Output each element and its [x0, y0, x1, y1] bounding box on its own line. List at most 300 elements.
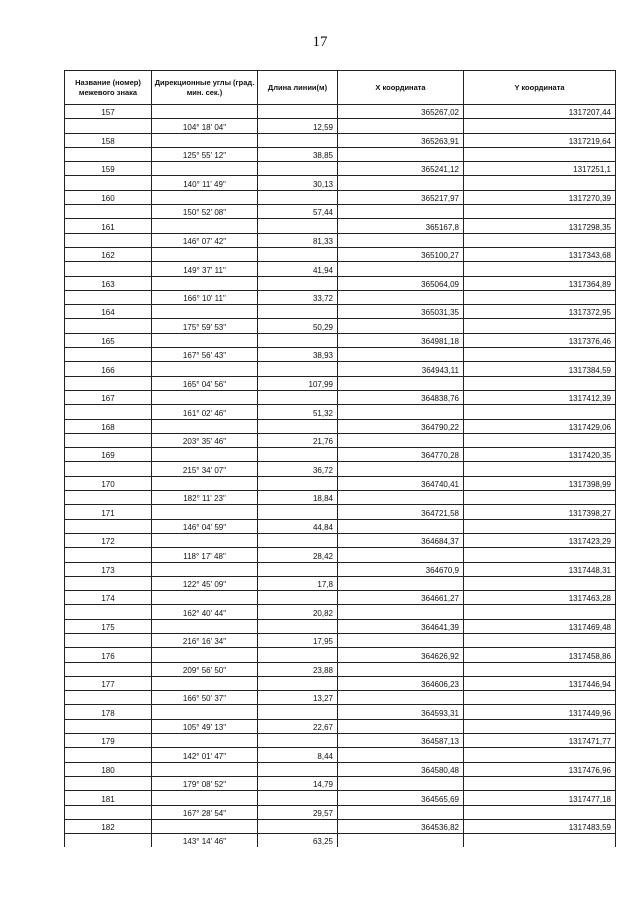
table-row-point	[65, 676, 616, 690]
y-coordinate-cell: 1317448,31	[464, 562, 616, 576]
angle-cell-empty	[152, 390, 258, 404]
y-coordinate-cell: 1317376,46	[464, 333, 616, 347]
x-cell-empty	[338, 405, 464, 419]
name-cell-empty	[65, 834, 152, 848]
table-row-point	[65, 162, 616, 176]
x-cell-empty	[338, 205, 464, 219]
y-coordinate-cell: 1317398,99	[464, 476, 616, 490]
line-length-cell: 50,29	[258, 319, 338, 333]
point-name-cell: 159	[65, 162, 152, 176]
line-length-cell: 17,95	[258, 633, 338, 647]
header-y-coordinate: Y координата	[464, 71, 616, 105]
y-cell-empty	[464, 147, 616, 161]
directional-angle-cell: 182° 11' 23"	[152, 491, 258, 505]
y-cell-empty	[464, 262, 616, 276]
table-row-point	[65, 219, 616, 233]
y-cell-empty	[464, 348, 616, 362]
y-cell-empty	[464, 576, 616, 590]
name-cell-empty	[65, 119, 152, 133]
angle-cell-empty	[152, 190, 258, 204]
directional-angle-cell: 166° 10' 11"	[152, 290, 258, 304]
y-cell-empty	[464, 290, 616, 304]
table-row-point	[65, 476, 616, 490]
table-row-point	[65, 734, 616, 748]
table-row-point	[65, 819, 616, 833]
x-coordinate-cell: 364740,41	[338, 476, 464, 490]
table-row-point	[65, 648, 616, 662]
line-length-cell: 14,79	[258, 776, 338, 790]
length-cell-empty	[258, 591, 338, 605]
directional-angle-cell: 175° 59' 53"	[152, 319, 258, 333]
y-coordinate-cell: 1317372,95	[464, 305, 616, 319]
point-name-cell: 162	[65, 247, 152, 261]
directional-angle-cell: 162° 40' 44"	[152, 605, 258, 619]
angle-cell-empty	[152, 819, 258, 833]
angle-cell-empty	[152, 276, 258, 290]
table-row-point	[65, 705, 616, 719]
y-cell-empty	[464, 319, 616, 333]
name-cell-empty	[65, 691, 152, 705]
y-coordinate-cell: 1317449,96	[464, 705, 616, 719]
point-name-cell: 172	[65, 533, 152, 547]
directional-angle-cell: 149° 37' 11"	[152, 262, 258, 276]
x-cell-empty	[338, 290, 464, 304]
directional-angle-cell: 161° 02' 46"	[152, 405, 258, 419]
table-row-point	[65, 448, 616, 462]
name-cell-empty	[65, 176, 152, 190]
table-row-point	[65, 362, 616, 376]
angle-cell-empty	[152, 419, 258, 433]
y-cell-empty	[464, 662, 616, 676]
line-length-cell: 107,99	[258, 376, 338, 390]
header-point-name: Название (номер) межевого знака	[65, 71, 152, 105]
length-cell-empty	[258, 448, 338, 462]
x-cell-empty	[338, 691, 464, 705]
length-cell-empty	[258, 505, 338, 519]
directional-angle-cell: 179° 08' 52"	[152, 776, 258, 790]
point-name-cell: 164	[65, 305, 152, 319]
line-length-cell: 8,44	[258, 748, 338, 762]
y-coordinate-cell: 1317298,35	[464, 219, 616, 233]
y-coordinate-cell: 1317219,64	[464, 133, 616, 147]
y-coordinate-cell: 1317398,27	[464, 505, 616, 519]
angle-cell-empty	[152, 305, 258, 319]
point-name-cell: 174	[65, 591, 152, 605]
table-row-point	[65, 562, 616, 576]
length-cell-empty	[258, 219, 338, 233]
table-row-segment	[65, 205, 616, 219]
angle-cell-empty	[152, 734, 258, 748]
directional-angle-cell: 146° 04' 59"	[152, 519, 258, 533]
directional-angle-cell: 203° 35' 46"	[152, 433, 258, 447]
x-coordinate-cell: 364838,76	[338, 390, 464, 404]
angle-cell-empty	[152, 705, 258, 719]
table-row-segment	[65, 491, 616, 505]
length-cell-empty	[258, 819, 338, 833]
y-cell-empty	[464, 119, 616, 133]
header-x-coordinate: X координата	[338, 71, 464, 105]
x-cell-empty	[338, 605, 464, 619]
y-coordinate-cell: 1317483,59	[464, 819, 616, 833]
y-coordinate-cell: 1317412,39	[464, 390, 616, 404]
angle-cell-empty	[152, 247, 258, 261]
y-coordinate-cell: 1317423,29	[464, 533, 616, 547]
angle-cell-empty	[152, 133, 258, 147]
directional-angle-cell: 215° 34' 07"	[152, 462, 258, 476]
x-cell-empty	[338, 319, 464, 333]
name-cell-empty	[65, 805, 152, 819]
length-cell-empty	[258, 791, 338, 805]
angle-cell-empty	[152, 362, 258, 376]
y-cell-empty	[464, 433, 616, 447]
table-row-segment	[65, 548, 616, 562]
name-cell-empty	[65, 147, 152, 161]
name-cell-empty	[65, 576, 152, 590]
directional-angle-cell: 143° 14' 46"	[152, 834, 258, 848]
length-cell-empty	[258, 133, 338, 147]
line-length-cell: 38,85	[258, 147, 338, 161]
line-length-cell: 13,27	[258, 691, 338, 705]
x-coordinate-cell: 365167,8	[338, 219, 464, 233]
y-coordinate-cell: 1317364,89	[464, 276, 616, 290]
x-cell-empty	[338, 233, 464, 247]
y-coordinate-cell: 1317476,96	[464, 762, 616, 776]
x-coordinate-cell: 365031,35	[338, 305, 464, 319]
x-coordinate-cell: 364670,9	[338, 562, 464, 576]
table-row-segment	[65, 576, 616, 590]
point-name-cell: 161	[65, 219, 152, 233]
line-length-cell: 18,84	[258, 491, 338, 505]
y-cell-empty	[464, 233, 616, 247]
point-name-cell: 179	[65, 734, 152, 748]
x-coordinate-cell: 364790,22	[338, 419, 464, 433]
x-coordinate-cell: 364593,31	[338, 705, 464, 719]
name-cell-empty	[65, 319, 152, 333]
length-cell-empty	[258, 247, 338, 261]
table-row-point	[65, 762, 616, 776]
x-coordinate-cell: 364626,92	[338, 648, 464, 662]
point-name-cell: 160	[65, 190, 152, 204]
x-cell-empty	[338, 776, 464, 790]
name-cell-empty	[65, 748, 152, 762]
angle-cell-empty	[152, 105, 258, 119]
angle-cell-empty	[152, 533, 258, 547]
table-row-point	[65, 619, 616, 633]
y-cell-empty	[464, 748, 616, 762]
y-cell-empty	[464, 719, 616, 733]
table-row-segment	[65, 262, 616, 276]
line-length-cell: 57,44	[258, 205, 338, 219]
table-row-point	[65, 333, 616, 347]
y-coordinate-cell: 1317471,77	[464, 734, 616, 748]
point-name-cell: 157	[65, 105, 152, 119]
point-name-cell: 158	[65, 133, 152, 147]
table-row-segment	[65, 319, 616, 333]
table-row-segment	[65, 662, 616, 676]
directional-angle-cell: 122° 45' 09"	[152, 576, 258, 590]
table-row-segment	[65, 405, 616, 419]
length-cell-empty	[258, 419, 338, 433]
table-row-segment	[65, 605, 616, 619]
angle-cell-empty	[152, 448, 258, 462]
length-cell-empty	[258, 305, 338, 319]
table-row-segment	[65, 290, 616, 304]
y-cell-empty	[464, 519, 616, 533]
x-cell-empty	[338, 576, 464, 590]
x-coordinate-cell: 365267,02	[338, 105, 464, 119]
table-row-point	[65, 133, 616, 147]
x-cell-empty	[338, 462, 464, 476]
y-coordinate-cell: 1317446,94	[464, 676, 616, 690]
table-row-point	[65, 276, 616, 290]
directional-angle-cell: 125° 55' 12"	[152, 147, 258, 161]
x-coordinate-cell: 364536,82	[338, 819, 464, 833]
angle-cell-empty	[152, 162, 258, 176]
name-cell-empty	[65, 233, 152, 247]
table-header-row	[65, 71, 616, 105]
y-cell-empty	[464, 776, 616, 790]
point-name-cell: 168	[65, 419, 152, 433]
table-row-segment	[65, 348, 616, 362]
table-row-point	[65, 390, 616, 404]
point-name-cell: 175	[65, 619, 152, 633]
angle-cell-empty	[152, 762, 258, 776]
table-row-segment	[65, 433, 616, 447]
point-name-cell: 180	[65, 762, 152, 776]
y-coordinate-cell: 1317270,39	[464, 190, 616, 204]
x-coordinate-cell: 364661,27	[338, 591, 464, 605]
length-cell-empty	[258, 390, 338, 404]
x-coordinate-cell: 364770,28	[338, 448, 464, 462]
directional-angle-cell: 209° 56' 50"	[152, 662, 258, 676]
x-coordinate-cell: 364981,18	[338, 333, 464, 347]
point-name-cell: 170	[65, 476, 152, 490]
table-row-point	[65, 591, 616, 605]
x-coordinate-cell: 365263,91	[338, 133, 464, 147]
length-cell-empty	[258, 533, 338, 547]
length-cell-empty	[258, 705, 338, 719]
line-length-cell: 17,8	[258, 576, 338, 590]
y-cell-empty	[464, 462, 616, 476]
line-length-cell: 36,72	[258, 462, 338, 476]
length-cell-empty	[258, 362, 338, 376]
angle-cell-empty	[152, 648, 258, 662]
point-name-cell: 163	[65, 276, 152, 290]
line-length-cell: 30,13	[258, 176, 338, 190]
x-cell-empty	[338, 176, 464, 190]
line-length-cell: 51,32	[258, 405, 338, 419]
x-coordinate-cell: 365241,12	[338, 162, 464, 176]
line-length-cell: 28,42	[258, 548, 338, 562]
line-length-cell: 20,82	[258, 605, 338, 619]
length-cell-empty	[258, 676, 338, 690]
y-cell-empty	[464, 205, 616, 219]
table-row-segment	[65, 633, 616, 647]
y-cell-empty	[464, 405, 616, 419]
point-name-cell: 182	[65, 819, 152, 833]
table-row-point	[65, 305, 616, 319]
table-row-point	[65, 791, 616, 805]
x-cell-empty	[338, 834, 464, 848]
name-cell-empty	[65, 348, 152, 362]
line-length-cell: 44,84	[258, 519, 338, 533]
length-cell-empty	[258, 333, 338, 347]
x-cell-empty	[338, 491, 464, 505]
length-cell-empty	[258, 276, 338, 290]
line-length-cell: 33,72	[258, 290, 338, 304]
length-cell-empty	[258, 762, 338, 776]
point-name-cell: 166	[65, 362, 152, 376]
y-coordinate-cell: 1317251,1	[464, 162, 616, 176]
x-cell-empty	[338, 119, 464, 133]
y-cell-empty	[464, 691, 616, 705]
x-cell-empty	[338, 376, 464, 390]
point-name-cell: 181	[65, 791, 152, 805]
length-cell-empty	[258, 476, 338, 490]
y-coordinate-cell: 1317429,06	[464, 419, 616, 433]
line-length-cell: 12,59	[258, 119, 338, 133]
name-cell-empty	[65, 376, 152, 390]
line-length-cell: 41,94	[258, 262, 338, 276]
name-cell-empty	[65, 290, 152, 304]
length-cell-empty	[258, 105, 338, 119]
x-coordinate-cell: 364580,48	[338, 762, 464, 776]
angle-cell-empty	[152, 791, 258, 805]
directional-angle-cell: 118° 17' 48"	[152, 548, 258, 562]
directional-angle-cell: 216° 16' 34"	[152, 633, 258, 647]
x-coordinate-cell: 364721,58	[338, 505, 464, 519]
x-coordinate-cell: 364565,69	[338, 791, 464, 805]
line-length-cell: 29,57	[258, 805, 338, 819]
x-cell-empty	[338, 262, 464, 276]
length-cell-empty	[258, 562, 338, 576]
table-row-point	[65, 533, 616, 547]
table-row-point	[65, 247, 616, 261]
x-coordinate-cell: 365217,97	[338, 190, 464, 204]
y-cell-empty	[464, 633, 616, 647]
x-coordinate-cell: 364943,11	[338, 362, 464, 376]
table-row-point	[65, 419, 616, 433]
point-name-cell: 171	[65, 505, 152, 519]
angle-cell-empty	[152, 676, 258, 690]
angle-cell-empty	[152, 476, 258, 490]
point-name-cell: 176	[65, 648, 152, 662]
y-coordinate-cell: 1317207,44	[464, 105, 616, 119]
name-cell-empty	[65, 662, 152, 676]
page-number: 17	[312, 34, 328, 50]
x-coordinate-cell: 364606,23	[338, 676, 464, 690]
length-cell-empty	[258, 648, 338, 662]
boundary-coordinates-table	[64, 70, 616, 847]
table-row-segment	[65, 691, 616, 705]
x-coordinate-cell: 364684,37	[338, 533, 464, 547]
x-coordinate-cell: 365100,27	[338, 247, 464, 261]
x-cell-empty	[338, 748, 464, 762]
x-cell-empty	[338, 805, 464, 819]
line-length-cell: 22,67	[258, 719, 338, 733]
table-row-segment	[65, 376, 616, 390]
table-body	[65, 105, 616, 848]
length-cell-empty	[258, 190, 338, 204]
table-row-segment	[65, 748, 616, 762]
name-cell-empty	[65, 491, 152, 505]
table-row-segment	[65, 776, 616, 790]
x-coordinate-cell: 364587,13	[338, 734, 464, 748]
angle-cell-empty	[152, 505, 258, 519]
directional-angle-cell: 150° 52' 08"	[152, 205, 258, 219]
y-coordinate-cell: 1317458,86	[464, 648, 616, 662]
table-row-segment	[65, 176, 616, 190]
angle-cell-empty	[152, 591, 258, 605]
line-length-cell: 63,25	[258, 834, 338, 848]
name-cell-empty	[65, 719, 152, 733]
y-cell-empty	[464, 548, 616, 562]
directional-angle-cell: 165° 04' 56"	[152, 376, 258, 390]
name-cell-empty	[65, 462, 152, 476]
y-cell-empty	[464, 376, 616, 390]
x-cell-empty	[338, 348, 464, 362]
table-row-segment	[65, 462, 616, 476]
name-cell-empty	[65, 519, 152, 533]
name-cell-empty	[65, 605, 152, 619]
table-row-segment	[65, 834, 616, 848]
length-cell-empty	[258, 734, 338, 748]
table-row-segment	[65, 805, 616, 819]
directional-angle-cell: 146° 07' 42"	[152, 233, 258, 247]
x-cell-empty	[338, 662, 464, 676]
directional-angle-cell: 167° 56' 43"	[152, 348, 258, 362]
y-coordinate-cell: 1317420,35	[464, 448, 616, 462]
x-cell-empty	[338, 519, 464, 533]
table-row-point	[65, 105, 616, 119]
name-cell-empty	[65, 548, 152, 562]
x-coordinate-cell: 364641,39	[338, 619, 464, 633]
name-cell-empty	[65, 405, 152, 419]
directional-angle-cell: 142° 01' 47"	[152, 748, 258, 762]
point-name-cell: 178	[65, 705, 152, 719]
header-line-length: Длина линии(м)	[258, 71, 338, 105]
directional-angle-cell: 104° 18' 04"	[152, 119, 258, 133]
point-name-cell: 165	[65, 333, 152, 347]
name-cell-empty	[65, 633, 152, 647]
y-cell-empty	[464, 834, 616, 848]
y-cell-empty	[464, 805, 616, 819]
line-length-cell: 23,88	[258, 662, 338, 676]
x-cell-empty	[338, 147, 464, 161]
angle-cell-empty	[152, 333, 258, 347]
table-row-segment	[65, 233, 616, 247]
directional-angle-cell: 167° 28' 54"	[152, 805, 258, 819]
table-row-segment	[65, 719, 616, 733]
x-cell-empty	[338, 433, 464, 447]
line-length-cell: 81,33	[258, 233, 338, 247]
line-length-cell: 21,76	[258, 433, 338, 447]
y-coordinate-cell: 1317477,18	[464, 791, 616, 805]
name-cell-empty	[65, 205, 152, 219]
directional-angle-cell: 105° 49' 13"	[152, 719, 258, 733]
table-row-segment	[65, 147, 616, 161]
name-cell-empty	[65, 776, 152, 790]
angle-cell-empty	[152, 619, 258, 633]
angle-cell-empty	[152, 219, 258, 233]
point-name-cell: 173	[65, 562, 152, 576]
y-coordinate-cell: 1317343,68	[464, 247, 616, 261]
y-coordinate-cell: 1317469,48	[464, 619, 616, 633]
y-cell-empty	[464, 491, 616, 505]
length-cell-empty	[258, 162, 338, 176]
table-row-segment	[65, 119, 616, 133]
x-cell-empty	[338, 548, 464, 562]
